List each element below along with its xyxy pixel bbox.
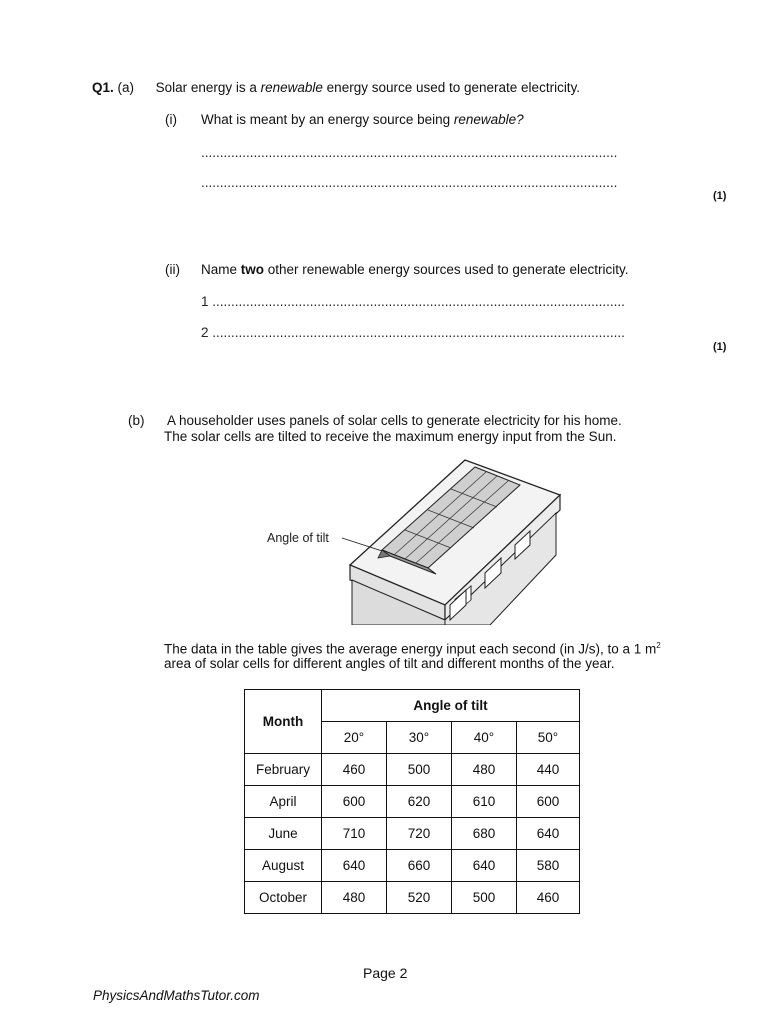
question-intro xyxy=(92,80,580,95)
month-cell: February xyxy=(245,754,322,786)
month-cell: October xyxy=(245,882,322,914)
value-cell: 640 xyxy=(322,850,387,882)
part-ii-question: Name two other renewable energy sources used to generate electricity. xyxy=(201,262,629,277)
value-cell: 460 xyxy=(517,882,580,914)
value-cell: 610 xyxy=(452,786,517,818)
angle-of-tilt-label: Angle of tilt xyxy=(267,531,329,545)
part-b-label: (b) xyxy=(128,413,145,428)
angle-col-header: 30° xyxy=(387,722,452,754)
value-cell: 600 xyxy=(517,786,580,818)
answer-line-i-2[interactable]: ............................................................................................................... xyxy=(201,175,618,190)
site-footer: PhysicsAndMathsTutor.com xyxy=(93,988,260,1003)
table-intro-1: The data in the table gives the average energy input each second (in J/s), to a 1 $m^2$ xyxy=(164,641,661,657)
value-cell: 640 xyxy=(517,818,580,850)
answer-line-i-1[interactable]: ............................................................................................................... xyxy=(201,145,618,160)
table-row xyxy=(245,882,580,914)
value-cell: 520 xyxy=(387,882,452,914)
answer-line-ii-2[interactable]: 2 .............................................................................................................. xyxy=(201,325,625,340)
energy-data-table xyxy=(244,689,580,914)
answer-line-ii-1[interactable]: 1 .............................................................................................................. xyxy=(201,294,625,309)
page-number: Page 2 xyxy=(363,965,408,981)
part-i-label: (i) xyxy=(165,112,177,127)
value-cell: 480 xyxy=(322,882,387,914)
value-cell: 620 xyxy=(387,786,452,818)
value-cell: 720 xyxy=(387,818,452,850)
part-b-text-2: The solar cells are tilted to receive the maximum energy input from the Sun. xyxy=(164,429,617,444)
table-row xyxy=(245,818,580,850)
month-cell: June xyxy=(245,818,322,850)
value-cell: 710 xyxy=(322,818,387,850)
value-cell: 600 xyxy=(322,786,387,818)
mark-i: (1) xyxy=(713,190,727,202)
mark-ii: (1) xyxy=(713,341,727,353)
table-row xyxy=(245,754,580,786)
part-b-text-1: A householder uses panels of solar cells to generate electricity for his home. xyxy=(167,413,622,428)
question-number: Q1. xyxy=(92,80,114,95)
month-cell: April xyxy=(245,786,322,818)
angle-col-header: 40° xyxy=(452,722,517,754)
part-i-question: What is meant by an energy source being renewable? xyxy=(201,112,524,127)
value-cell: 440 xyxy=(517,754,580,786)
value-cell: 500 xyxy=(387,754,452,786)
angle-col-header: 50° xyxy=(517,722,580,754)
value-cell: 500 xyxy=(452,882,517,914)
value-cell: 680 xyxy=(452,818,517,850)
table-intro-2: area of solar cells for different angles of tilt and different months of the year. xyxy=(164,656,615,671)
table-row xyxy=(245,786,580,818)
value-cell: 640 xyxy=(452,850,517,882)
month-header: Month xyxy=(245,690,322,754)
value-cell: 480 xyxy=(452,754,517,786)
month-cell: August xyxy=(245,850,322,882)
solar-panel-house-figure xyxy=(260,455,570,625)
table-row xyxy=(245,850,580,882)
value-cell: 460 xyxy=(322,754,387,786)
angle-header: Angle of tilt xyxy=(322,690,580,722)
angle-col-header: 20° xyxy=(322,722,387,754)
value-cell: 580 xyxy=(517,850,580,882)
intro-text: Solar energy is a renewable energy source used to generate electricity. xyxy=(155,80,581,95)
part-a-label: (a) xyxy=(117,80,135,95)
value-cell: 660 xyxy=(387,850,452,882)
part-ii-label: (ii) xyxy=(165,262,180,277)
